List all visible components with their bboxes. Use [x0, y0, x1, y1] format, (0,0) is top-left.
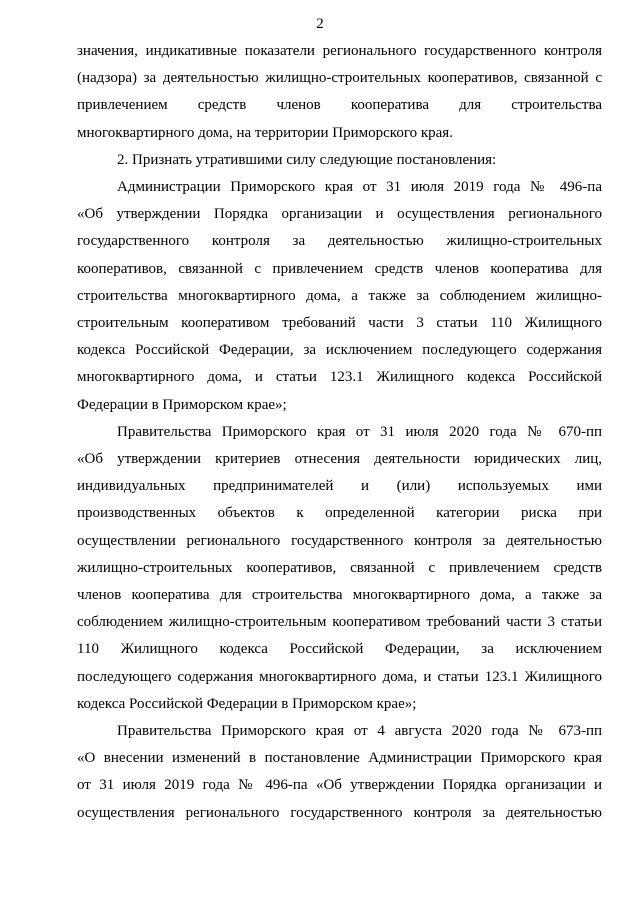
text-line: (надзора) за деятельностью жилищно-строительных кооперативов, связанной с [77, 70, 602, 87]
text-line: соблюдением жилищно-строительным кооперативом требований части 3 статьи [77, 614, 602, 631]
paragraph-resolution-673 [77, 718, 602, 827]
text-line: кодекса Российской Федерации, за исключением последующего содержания [77, 342, 602, 359]
text-line: осуществления регионального государственного контроля за деятельностью [77, 804, 602, 821]
text-line: «О внесении изменений в постановление Администрации Приморского края [77, 750, 602, 767]
text-line: «Об утверждении критериев отнесения деятельности юридических лиц, [77, 451, 602, 468]
text-line: от 31 июля 2019 года № 496-па «Об утверждении Порядка организации и [77, 777, 602, 794]
text-line: государственного контроля за деятельностью жилищно-строительных [77, 233, 602, 250]
text-line: Правительства Приморского края от 31 июля 2020 года № 670-пп [117, 423, 602, 440]
text-line: «Об утверждении Порядка организации и осуществления регионального [77, 206, 602, 223]
text-line: многоквартирного дома, и статьи 123.1 Жилищного кодекса Российской [77, 369, 602, 386]
text-line: 110 Жилищного кодекса Российской Федерации, за исключением [77, 641, 602, 658]
text-line: значения, индикативные показатели регионального государственного контроля [77, 43, 602, 59]
text-line: кооперативов, связанной с привлечением средств членов кооператива для [77, 260, 602, 277]
text-line: осуществлении регионального государственного контроля за деятельностью [77, 532, 602, 549]
text-line: Федерации в Приморском крае»; [77, 396, 287, 413]
text-line: привлечением средств членов кооператива для строительства [77, 97, 602, 114]
text-line: индивидуальных предпринимателей и (или) используемых ими [77, 478, 602, 495]
text-line: кодекса Российской Федерации в Приморском крае»; [77, 695, 417, 712]
text-line: жилищно-строительных кооперативов, связанной с привлечением средств [77, 559, 602, 576]
text-line: 2. Признать утратившими силу следующие постановления: [117, 151, 497, 168]
text-line: строительным кооперативом требований части 3 статьи 110 Жилищного [77, 315, 602, 332]
text-line: многоквартирного дома, на территории Приморского края. [77, 124, 453, 141]
paragraph-resolution-670 [77, 419, 602, 718]
paragraph-resolution-496 [77, 174, 602, 419]
text-line: Правительства Приморского края от 4 августа 2020 года № 673-пп [117, 723, 602, 740]
text-line: членов кооператива для строительства многоквартирного дома, а также за [77, 587, 602, 604]
text-line: Администрации Приморского края от 31 июля 2019 года № 496-па [117, 179, 602, 196]
document-body [77, 38, 602, 827]
text-line: строительства многоквартирного дома, а также за соблюдением жилищно- [77, 287, 602, 304]
paragraph-item-2 [77, 147, 602, 174]
text-line: производственных объектов к определенной категории риска при [77, 505, 602, 522]
paragraph-indicators [77, 38, 602, 147]
text-line: последующего содержания многоквартирного дома, и статьи 123.1 Жилищного [77, 668, 602, 685]
page-number: 2 [316, 16, 324, 32]
